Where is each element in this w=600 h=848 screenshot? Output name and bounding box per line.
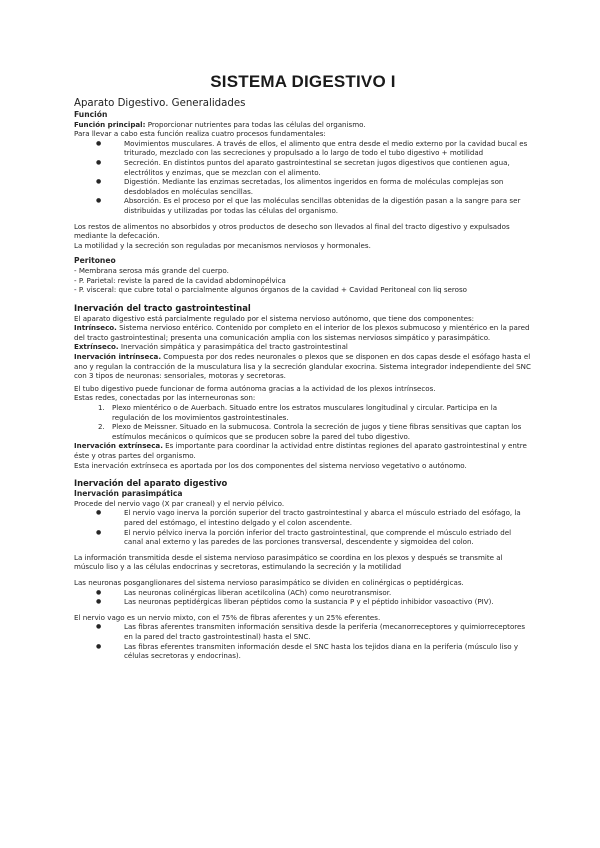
funcion-principal: Función principal: Proporcionar nutrientes para todas las células del organismo. (74, 119, 366, 129)
plexos-list (74, 403, 532, 441)
list-item: ● Las neuronas colinérgicas liberan acetilcolina (ACh) como neurotransmisor. (74, 588, 532, 598)
redes-paragraph: Estas redes, conectadas por las interneuronas son: (74, 393, 256, 403)
list-item: ● Absorción. Es el proceso por el que las moléculas sencillas obtenidas de la digestión pasan a la sangre para ser distribuidas y utilizadas por todas las células del organismo. (74, 196, 532, 215)
subheading-peritoneo: Peritoneo (74, 256, 116, 266)
vago-paragraph: El nervio vago es un nervio mixto, con el 75% de fibras aferentes y un 25% eferentes. (74, 612, 381, 622)
fibras-list (74, 622, 532, 660)
neuronas-list (74, 588, 532, 607)
list-item: ● El nervio pélvico inerva la porción inferior del tracto gastrointestinal, que comprende el músculo estriado del canal anal externo y las paredes de las porciones transversal, descendente y sigmoidea del colon. (74, 528, 532, 547)
list-item: ● Las fibras aferentes transmiten información sensitiva desde la periferia (mecanorreceptores y quimiorreceptores en la pared del tracto gastrointestinal) hasta el SNC. (74, 622, 532, 641)
page-title: SISTEMA DIGESTIVO I (210, 72, 396, 91)
section-heading-inervacion-aparato: Inervación del aparato digestivo (74, 478, 228, 489)
posganglionares-paragraph: Las neuronas posganglionares del sistema nervioso parasimpático se dividen en colinérgicas o peptidérgicas. (74, 577, 464, 587)
info-paragraph: La información transmitida desde el sistema nervioso parasimpático se coordina en los plexos y después se transmite al músculo liso y a las células endocrinas y secretoras, estimulando la secreción y la motilidad (74, 552, 503, 572)
inervacion-extrinseca-paragraph: Inervación extrínseca. Es importante para coordinar la actividad entre distintas regiones del aparato gastrointestinal y entre éste y otras partes del organismo. (74, 441, 527, 460)
peritoneo-line: - P. visceral: que cubre total o parcialmente algunos órganos de la cavidad + Cavidad Peritoneal con liq seroso (74, 285, 468, 295)
extrinseco-paragraph: Extrínseco. Inervación simpática y parasimpática del tracto gastrointestinal (74, 342, 348, 352)
motilidad-paragraph: La motilidad y la secreción son reguladas por mecanismos nerviosos y hormonales. (74, 240, 371, 250)
list-item: ● Movimientos musculares. A través de ellos, el alimento que entra desde el medio externo por la cavidad bucal es triturado, mezclado con las secreciones y propulsado a lo largo de todo el tubo digestivo + motilidad (74, 139, 532, 158)
aportada-paragraph: Esta inervación extrínseca es aportada por los dos componentes del sistema nervioso vegetativo o autónomo. (74, 460, 467, 470)
list-item: ● El nervio vago inerva la porción superior del tracto gastrointestinal y abarca el músculo estriado del esófago, la pared del estómago, el intestino delgado y el colon ascendente. (74, 508, 532, 527)
subheading-parasimpatica: Inervación parasimpática (74, 489, 183, 499)
list-item: ● Secreción. En distintos puntos del aparato gastrointestinal se secretan jugos digestivos que contienen agua, electrólitos y enzimas, que se mezclan con el alimento. (74, 158, 532, 177)
inervacion-intrinseca-paragraph: Inervación intrínseca. Compuesta por dos redes neuronales o plexos que se disponen en dos capas desde el esófago hasta el ano y regulan la contracción de la musculatura lisa y la secreción glandular exocrina. Sistema integrador independiente del SNC con 3 tipos de neuronas: sensoriales, motoras y secretoras. (74, 352, 531, 381)
document-page (74, 72, 532, 661)
autonoma-paragraph: El tubo digestivo puede funcionar de forma autónoma gracias a la actividad de los plexos intrínsecos. (74, 383, 436, 393)
section-heading-generalidades: Aparato Digestivo. Generalidades (74, 98, 246, 109)
list-item: 1. Plexo mientérico o de Auerbach. Situado entre los estratos musculares longitudinal y circular. Participa en la regulación de los movimientos gastrointestinales. (98, 403, 498, 422)
peritoneo-line: - P. Parietal: reviste la pared de la cavidad abdominopélvica (74, 275, 286, 285)
procede-paragraph: Procede del nervio vago (X par craneal) y el nervio pélvico. (74, 498, 285, 508)
procesos-list (74, 139, 532, 216)
list-item: 2. Plexo de Meissner. Situado en la submucosa. Controla la secreción de jugos y tiene fibras sensitivas que captan los estímulos mecánicos o químicos que se producen sobre la pared del tubo digestivo. (98, 422, 522, 441)
peritoneo-line: - Membrana serosa más grande del cuerpo. (74, 265, 229, 275)
restos-paragraph: Los restos de alimentos no absorbidos y otros productos de desecho son llevados al final del tracto digestivo y expulsados mediante la defecación. (74, 221, 510, 241)
list-item: ● Las neuronas peptidérgicas liberan péptidos como la sustancia P y el péptido inhibidor vasoactivo (PIV). (74, 597, 532, 607)
list-item: ● Digestión. Mediante las enzimas secretadas, los alimentos ingeridos en forma de moléculas complejas son desdoblados en moléculas sencillas. (74, 177, 532, 196)
section-heading-inervacion-tracto: Inervación del tracto gastrointestinal (74, 302, 251, 313)
subheading-funcion: Función (74, 110, 108, 119)
intrinseco-paragraph: Intrínseco. Sistema nervioso entérico. Contenido por completo en el interior de los plexos submucoso y mientérico en la pared del tracto gastrointestinal; presenta una comunicación amplia con los sistemas nerviosos simpático y parasimpático. (74, 323, 530, 342)
list-item: ● Las fibras eferentes transmiten información desde el SNC hasta los tejidos diana en la periferia (músculo liso y células secretoras y endocrinas). (74, 642, 532, 661)
inervacion-intro: El aparato digestivo está parcialmente regulado por el sistema nervioso autónomo, que tiene dos componentes: (74, 313, 475, 323)
nervios-list (74, 508, 532, 546)
procesos-intro: Para llevar a cabo esta función realiza cuatro procesos fundamentales: (74, 129, 326, 139)
